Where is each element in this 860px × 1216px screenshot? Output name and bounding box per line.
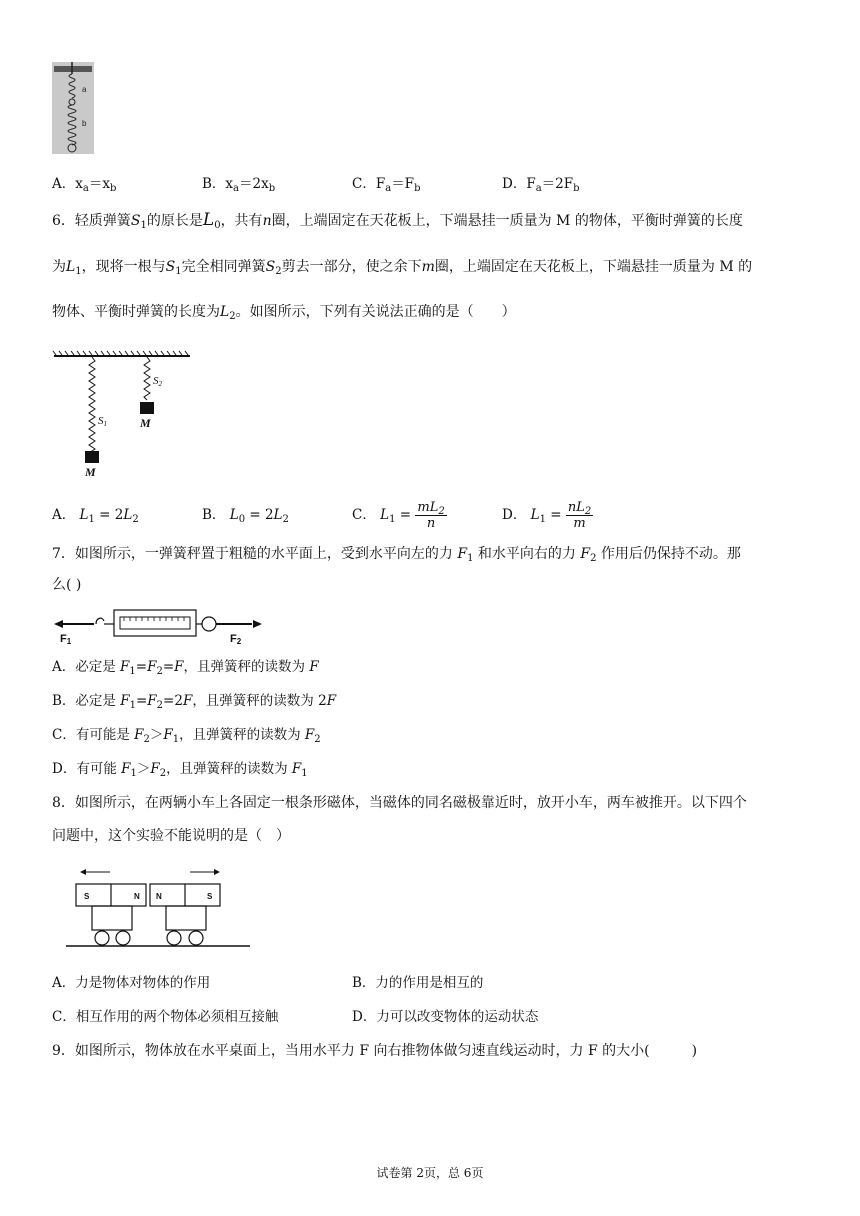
label-mass-1: M <box>85 465 96 478</box>
label-s1: S <box>98 415 104 427</box>
left-magnet-s: S <box>84 892 90 901</box>
q5-option-c: C．$F_a=F_b$ <box>352 176 421 194</box>
q6-question-line-1: 6．轻质弹簧$S_1$的原长是$L_0$，共有n圈，上端固定在天花板上，下端悬挂一质量为 M 的物体，平衡时弹簧的长度 <box>52 210 743 231</box>
q8-option-b: B．力的作用是相互的 <box>352 975 484 991</box>
label-f2: F <box>230 633 237 645</box>
q6-springs-figure <box>52 350 194 478</box>
q7-option-b: B．必定是 $F_1=F_2=2F$，且弹簧秤的读数为 2F <box>52 693 337 711</box>
q6-option-d: D． $L_1$ = $\frac{nL_2}{m}$ <box>502 500 592 531</box>
q6-option-c: C． $L_1$ = $\frac{mL_2}{n}$ <box>352 500 445 531</box>
q6-option-b: B． $L_0 = 2L_2$ <box>202 507 289 525</box>
label-s2: S <box>153 375 159 387</box>
q6-question-line-3: 物体、平衡时弹簧的长度为$L_2$。如图所示，下列有关说法正确的是（ ） <box>52 304 516 322</box>
svg-text:S1: S1 <box>98 415 107 428</box>
q8-question-line-1: 8．如图所示，在两辆小车上各固定一根条形磁体，当磁体的同名磁极靠近时，放开小车，两车被推开。以下四个 <box>52 795 747 811</box>
left-magnet-n: N <box>134 892 140 901</box>
q8-option-a: A．力是物体对物体的作用 <box>52 975 211 991</box>
q7-spring-scale-figure <box>52 604 266 646</box>
q5-label-a: a <box>82 85 87 94</box>
right-magnet-s: S <box>207 892 213 901</box>
q6-option-a: A． $L_1 = 2L_2$ <box>52 507 139 525</box>
fraction-nL2-over-m: $\frac{nL_2}{m}$ <box>567 500 592 531</box>
label-mass-2: M <box>140 416 151 430</box>
q7-option-a: A．必定是 $F_1=F_2=F$，且弹簧秤的读数为 F <box>52 659 319 677</box>
q7-question-line-2: 么( ) <box>52 577 82 593</box>
label-f1: F <box>60 633 67 645</box>
svg-text:F2: F2 <box>230 633 242 646</box>
svg-text:F1: F1 <box>60 633 72 646</box>
q8-question-line-2: 问题中，这个实验不能说明的是（ ） <box>52 828 290 844</box>
fraction-mL2-over-n: $\frac{mL_2}{n}$ <box>417 500 445 531</box>
q5-label-b: b <box>82 119 87 128</box>
q8-option-c: C．相互作用的两个物体必须相互接触 <box>52 1009 279 1025</box>
q5-option-a: A．$x_a=x_b$ <box>52 176 117 194</box>
q7-option-c: C．有可能是 $F_2>F_1$，且弹簧秤的读数为 $F_2$ <box>52 727 321 745</box>
mass-block-1 <box>85 451 99 463</box>
q7-question-line-1: 7．如图所示，一弹簧秤置于粗糙的水平面上，受到水平向左的力 $F_1$ 和水平向右的力 $F_2$ 作用后仍保持不动。那 <box>52 546 741 564</box>
q8-magnet-carts-figure <box>62 864 254 952</box>
q5-spring-figure <box>52 62 94 154</box>
svg-text:S2: S2 <box>153 375 162 388</box>
right-magnet-n: N <box>156 892 162 901</box>
q8-option-d: D．力可以改变物体的运动状态 <box>352 1009 539 1025</box>
q9-question-line-1: 9．如图所示，物体放在水平桌面上，当用水平力 F 向右推物体做匀速直线运动时，力 F 的大小( ) <box>52 1043 698 1059</box>
spring-s1 <box>89 357 95 455</box>
spring-s2 <box>144 357 150 400</box>
mass-block-2 <box>140 402 154 414</box>
q7-option-d: D．有可能 $F_1>F_2$，且弹簧秤的读数为 $F_1$ <box>52 761 308 779</box>
page-footer: 试卷第 2页，总 6页 <box>376 1166 484 1180</box>
q6-question-line-2: 为$L_1$，现将一根与$S_1$完全相同弹簧$S_2$剪去一部分，使之余下m圈，上端固定在天花板上，下端悬挂一质量为 M 的 <box>52 259 753 277</box>
q5-option-d: D．$F_a=2F_b$ <box>502 176 580 194</box>
q5-option-b: B．$x_a=2x_b$ <box>202 176 276 194</box>
